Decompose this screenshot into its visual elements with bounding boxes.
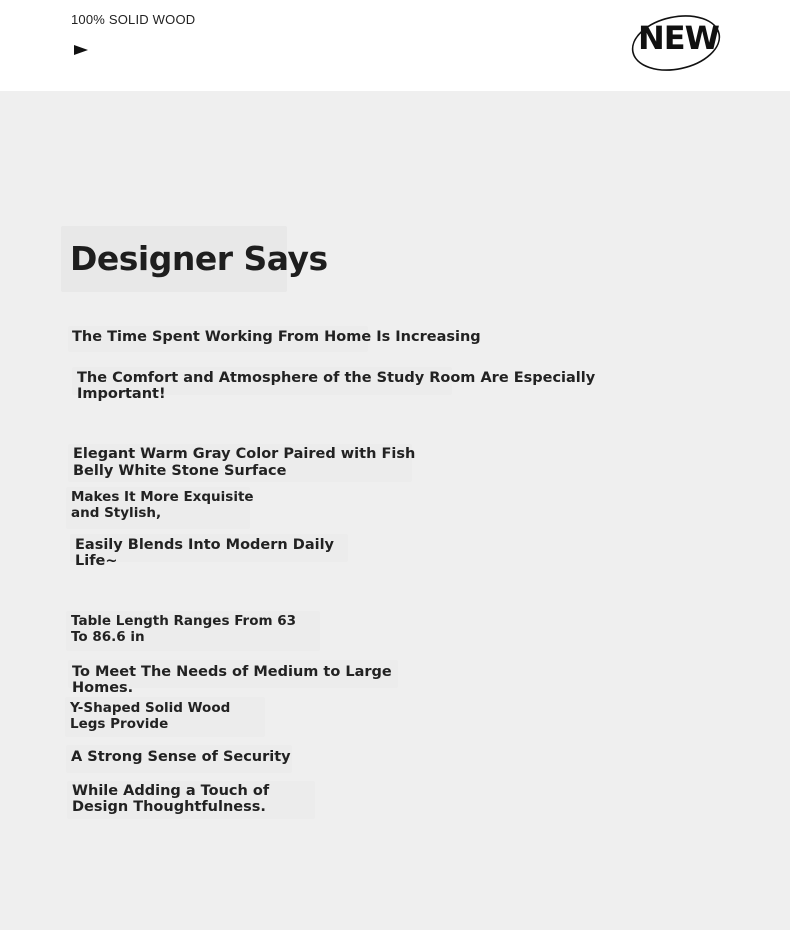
copy-line-7: To Meet The Needs of Medium to Large Homes. xyxy=(72,664,392,696)
copy-line-6: Table Length Ranges From 63 To 86.6 in xyxy=(71,613,297,645)
copy-line-1: The Time Spent Working From Home Is Increasing xyxy=(72,329,481,345)
copy-line-2: The Comfort and Atmosphere of the Study Room Are Especially Important! xyxy=(77,370,596,402)
copy-line-8: Y-Shaped Solid Wood Legs Provide xyxy=(70,700,231,732)
copy-line-10: While Adding a Touch of Design Thoughtfulness. xyxy=(72,783,270,815)
copy-line-9: A Strong Sense of Security xyxy=(71,749,291,765)
new-badge-icon xyxy=(630,13,722,73)
copy-line-4: Makes It More Exquisite and Stylish, xyxy=(71,489,254,521)
copy-line-5: Easily Blends Into Modern Daily Life~ xyxy=(75,537,334,569)
new-badge-label: NEW xyxy=(638,19,719,57)
copy-line-3: Elegant Warm Gray Color Paired with Fish Belly White Stone Surface xyxy=(73,446,416,479)
top-header xyxy=(0,0,790,91)
brand-label: 100% SOLID WOOD xyxy=(71,12,196,27)
play-icon[interactable] xyxy=(74,45,88,55)
page-title: Designer Says xyxy=(70,239,328,278)
